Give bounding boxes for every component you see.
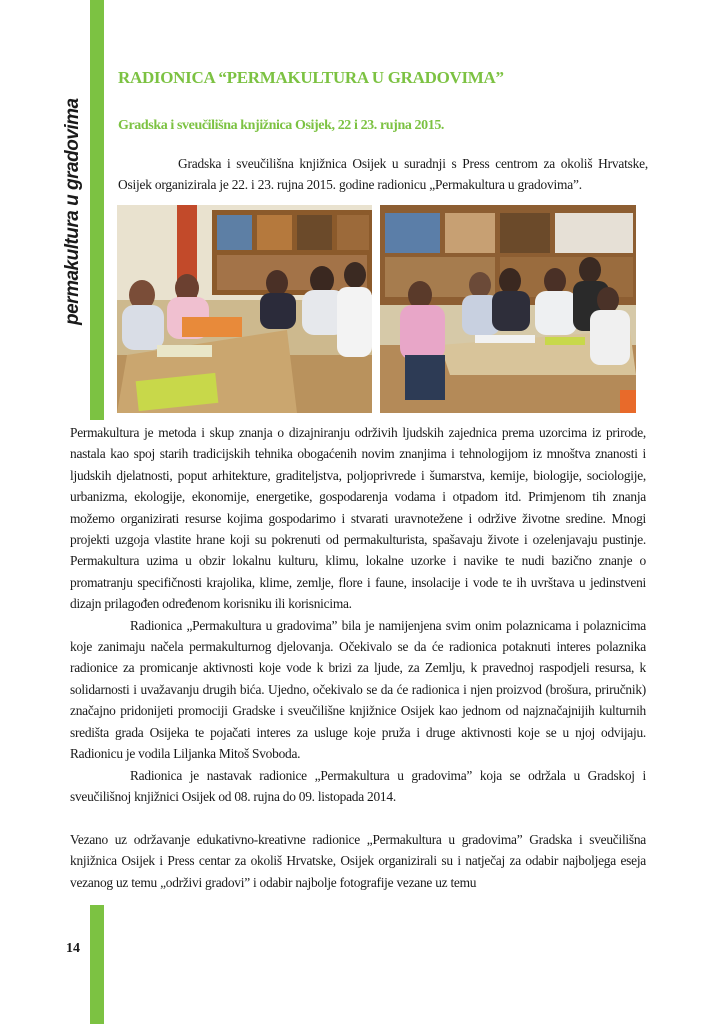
accent-bar-bottom: [90, 905, 104, 1024]
article-body: [70, 422, 646, 893]
workshop-photo-right: [380, 205, 636, 413]
body-paragraph: Radionica je nastavak radionice „Permakultura u gradovima” koja se održala u Gradskoj i sveučilišnoj knjižnici Osijek od 08. rujna do 09. listopada 2014.: [70, 767, 646, 804]
page-number: 14: [66, 941, 80, 956]
workshop-photo-left: [117, 205, 372, 413]
side-running-title: permakultura u gradovima: [62, 98, 83, 325]
accent-bar-top: [90, 0, 104, 420]
body-paragraph: Permakultura je metoda i skup znanja o dizajniranju održivih ljudskih zajednica prema uzorcima iz prirode, nastala kao spoj starih tradicijskih tehnika obogaćenih novim znanjima i tehnologijom iz mnoštva znanosti i ljudskih djelatnosti, poput arhitekture, graditeljstva, poljoprivrede i šumarstva, kemije, biologije, sociologije, urbanizma, ekologije, ekonomije, energetike, gospodarenja vodama i otpadom itd. Primjenom tih znanja možemo organizirati resurse kojima gospodarimo i stvarati uravnotežene i održive životne sredine. Mnogi projekti uzgoja vlastite hrane koji su pokrenuti od permakulturista, spašavaju živote i ozelenjavaju pustinje. Permakultura uzima u obzir lokalnu kulturu, klimu, lokalne uzorke i navike te nudi bazično znanje o promatranju specifičnosti krajolika, klime, zemlje, flore i faune, insolacije i vode te ih uvrštava u jedinstveni dizajn prilagođen određenom korisniku ili korisnicima.: [70, 425, 646, 612]
body-paragraph: Vezano uz održavanje edukativno-kreativne radionice „Permakultura u gradovima” Gradska i sveučilišna knjižnica Osijek i Press centar za okoliš Hrvatske, Osijek organizirali su i natječaj za odabir najboljega eseja vezanog uz temu „održivi gradovi” i odabir najbolje fotografije vezane uz temu: [70, 831, 646, 890]
article-subheading: Gradska i sveučilišna knjižnica Osijek, 22 i 23. rujna 2015.: [118, 118, 445, 133]
body-paragraph: Radionica „Permakultura u gradovima” bila je namijenjena svim onim polaznicama i polaznicima koje zanimaju načela permakulturnog djelovanja. Očekivalo se da će radionica potaknuti interes polaznika radionice za promicanje aktivnosti koje vode k brizi za ljude, za Zemlju, k pravednoj raspodjeli resursa, k solidarnosti i uvažavanju drugih bića. Ujedno, očekivalo se da će radionica i njen proizvod (brošura, priručnik) značajno pridonijeti promociji Gradske i sveučilišne knjižnice Osijek kao jednom od najznačajnijih kulturnih središta grada Osijeka te pojačati interes za usluge koje pruža i druge aktivnosti koje se u njoj odvijaju. Radionicu je vodila Liljanka Mitoš Svoboda.: [70, 617, 646, 762]
intro-paragraph: Gradska i sveučilišna knjižnica Osijek u suradnji s Press centrom za okoliš Hrvatske, Osijek organizirala je 22. i 23. rujna 2015. godine radionicu „Permakultura u gradovima”.: [118, 156, 648, 192]
article-heading: RADIONICA “PERMAKULTURA U GRADOVIMA”: [118, 68, 504, 87]
